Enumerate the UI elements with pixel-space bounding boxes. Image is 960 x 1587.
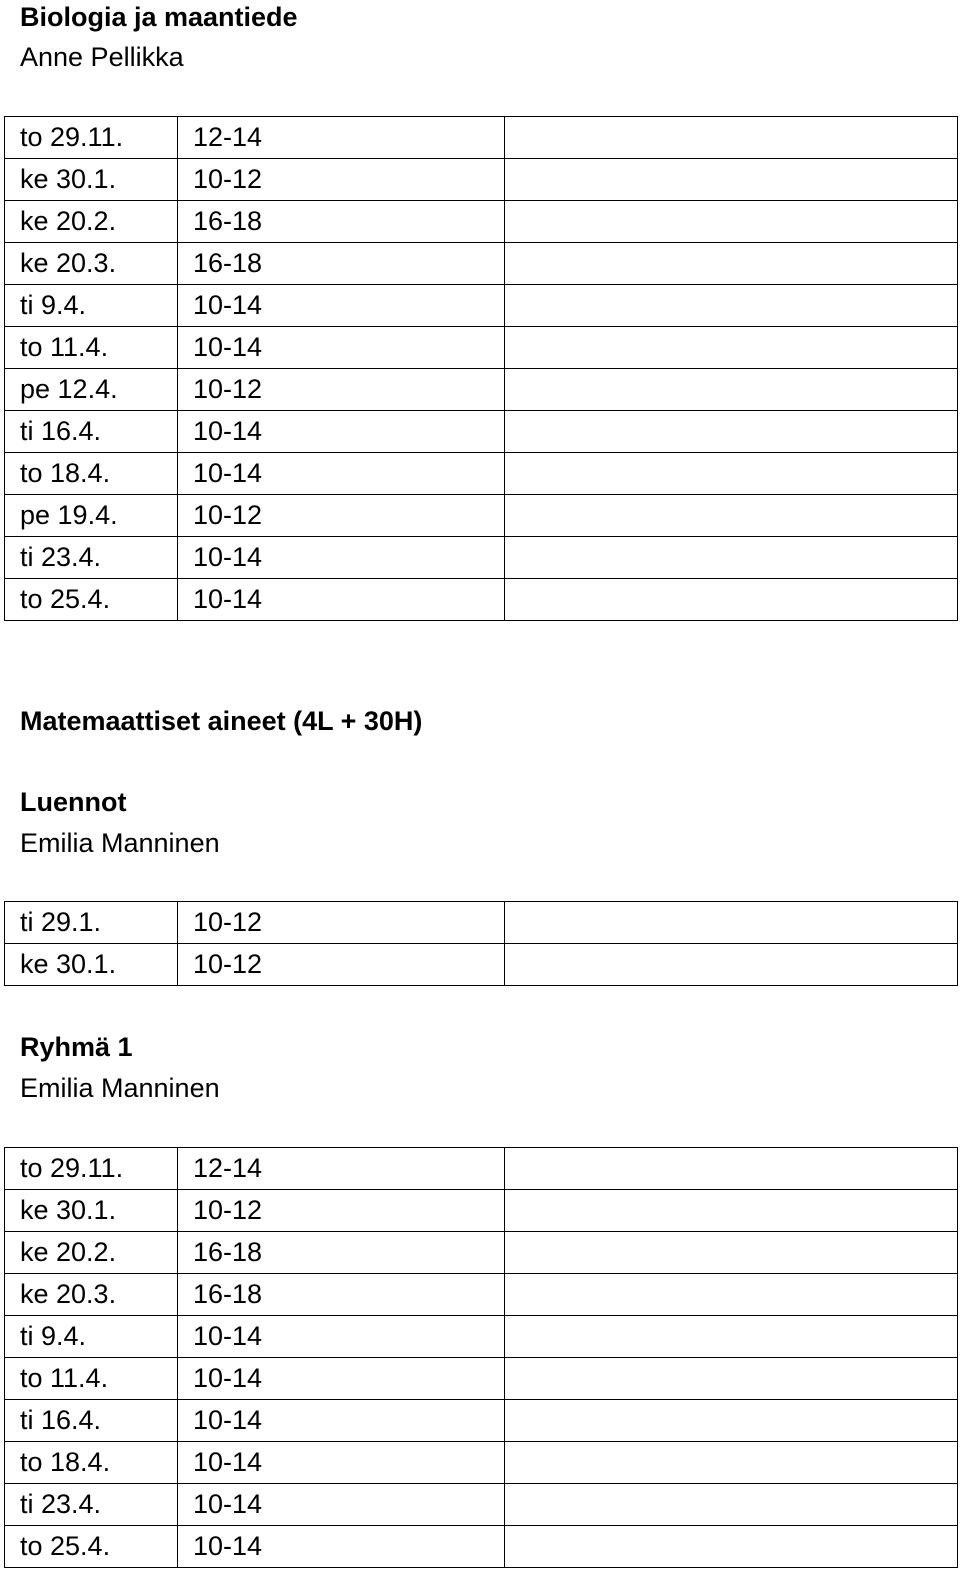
empty-cell — [505, 117, 958, 159]
date-cell: to 25.4. — [5, 1526, 178, 1568]
date-cell: ti 23.4. — [5, 537, 178, 579]
schedule-table-lectures — [4, 901, 958, 986]
table-row — [5, 453, 958, 495]
time-cell: 10-14 — [178, 579, 505, 621]
empty-cell — [505, 201, 958, 243]
time-cell: 16-18 — [178, 201, 505, 243]
empty-cell — [505, 1442, 958, 1484]
time-cell: 10-14 — [178, 537, 505, 579]
empty-cell — [505, 1484, 958, 1526]
empty-cell — [505, 327, 958, 369]
table-row — [5, 117, 958, 159]
date-cell: ke 20.3. — [5, 243, 178, 285]
table-row — [5, 1316, 958, 1358]
empty-cell — [505, 537, 958, 579]
date-cell: to 18.4. — [5, 453, 178, 495]
table-row — [5, 159, 958, 201]
empty-cell — [505, 1148, 958, 1190]
time-cell: 10-12 — [178, 1190, 505, 1232]
date-cell: ti 29.1. — [5, 902, 178, 944]
date-cell: to 29.11. — [5, 117, 178, 159]
date-cell: ke 20.2. — [5, 201, 178, 243]
empty-cell — [505, 1400, 958, 1442]
empty-cell — [505, 1274, 958, 1316]
section-title-matematiikka: Matemaattiset aineet (4L + 30H) — [20, 706, 423, 736]
date-cell: ti 16.4. — [5, 411, 178, 453]
empty-cell — [505, 579, 958, 621]
date-cell: ke 20.2. — [5, 1232, 178, 1274]
date-cell: ke 20.3. — [5, 1274, 178, 1316]
table-row — [5, 1442, 958, 1484]
teacher-name: Anne Pellikka — [20, 42, 184, 72]
date-cell: ti 16.4. — [5, 1400, 178, 1442]
time-cell: 10-14 — [178, 1484, 505, 1526]
empty-cell — [505, 453, 958, 495]
date-cell: ti 9.4. — [5, 1316, 178, 1358]
empty-cell — [505, 243, 958, 285]
time-cell: 10-14 — [178, 453, 505, 495]
empty-cell — [505, 902, 958, 944]
time-cell: 10-14 — [178, 285, 505, 327]
schedule-table-group1 — [4, 1147, 958, 1568]
table-row — [5, 1526, 958, 1568]
table-row — [5, 1358, 958, 1400]
time-cell: 10-12 — [178, 369, 505, 411]
table-row — [5, 1148, 958, 1190]
table-row — [5, 327, 958, 369]
empty-cell — [505, 369, 958, 411]
date-cell: pe 12.4. — [5, 369, 178, 411]
time-cell: 10-14 — [178, 1400, 505, 1442]
empty-cell — [505, 159, 958, 201]
empty-cell — [505, 1316, 958, 1358]
table-row — [5, 1274, 958, 1316]
table-row — [5, 1190, 958, 1232]
date-cell: ti 23.4. — [5, 1484, 178, 1526]
date-cell: pe 19.4. — [5, 495, 178, 537]
time-cell: 10-12 — [178, 159, 505, 201]
time-cell: 12-14 — [178, 1148, 505, 1190]
table-row — [5, 1232, 958, 1274]
table-row — [5, 579, 958, 621]
time-cell: 16-18 — [178, 1274, 505, 1316]
time-cell: 10-14 — [178, 1526, 505, 1568]
date-cell: ke 30.1. — [5, 944, 178, 986]
table-row — [5, 201, 958, 243]
table-row — [5, 285, 958, 327]
date-cell: to 18.4. — [5, 1442, 178, 1484]
schedule-table-biologia — [4, 116, 958, 621]
empty-cell — [505, 411, 958, 453]
time-cell: 12-14 — [178, 117, 505, 159]
date-cell: to 25.4. — [5, 579, 178, 621]
date-cell: to 29.11. — [5, 1148, 178, 1190]
empty-cell — [505, 285, 958, 327]
empty-cell — [505, 944, 958, 986]
date-cell: ti 9.4. — [5, 285, 178, 327]
time-cell: 10-12 — [178, 944, 505, 986]
time-cell: 10-14 — [178, 1316, 505, 1358]
empty-cell — [505, 1232, 958, 1274]
group1-heading: Ryhmä 1 — [20, 1032, 133, 1062]
table-row — [5, 369, 958, 411]
table-row — [5, 537, 958, 579]
time-cell: 10-14 — [178, 327, 505, 369]
table-row — [5, 902, 958, 944]
teacher-name: Emilia Manninen — [20, 828, 220, 858]
table-row — [5, 495, 958, 537]
empty-cell — [505, 1526, 958, 1568]
date-cell: to 11.4. — [5, 327, 178, 369]
time-cell: 10-14 — [178, 411, 505, 453]
date-cell: to 11.4. — [5, 1358, 178, 1400]
section-title-biologia: Biologia ja maantiede — [20, 2, 298, 32]
table-row — [5, 1400, 958, 1442]
table-row — [5, 1484, 958, 1526]
time-cell: 16-18 — [178, 243, 505, 285]
empty-cell — [505, 1358, 958, 1400]
time-cell: 16-18 — [178, 1232, 505, 1274]
time-cell: 10-14 — [178, 1358, 505, 1400]
table-row — [5, 411, 958, 453]
time-cell: 10-12 — [178, 902, 505, 944]
table-row — [5, 243, 958, 285]
teacher-name: Emilia Manninen — [20, 1073, 220, 1103]
date-cell: ke 30.1. — [5, 159, 178, 201]
lectures-heading: Luennot — [20, 787, 127, 817]
empty-cell — [505, 1190, 958, 1232]
time-cell: 10-14 — [178, 1442, 505, 1484]
time-cell: 10-12 — [178, 495, 505, 537]
date-cell: ke 30.1. — [5, 1190, 178, 1232]
table-row — [5, 944, 958, 986]
empty-cell — [505, 495, 958, 537]
